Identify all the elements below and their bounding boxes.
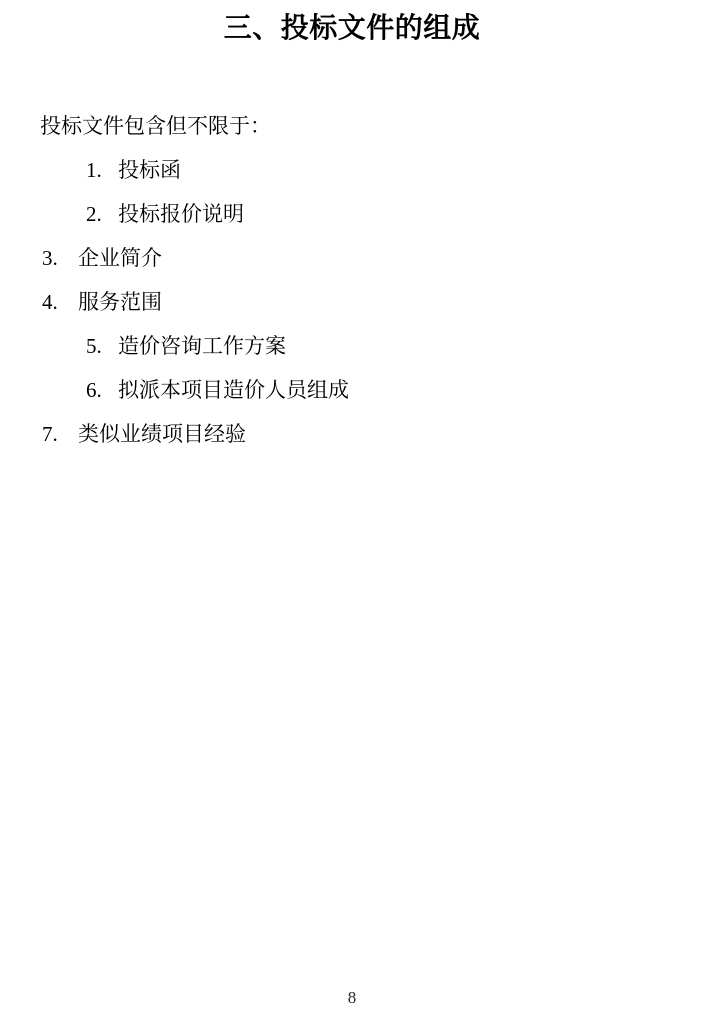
intro-paragraph: 投标文件包含但不限于： <box>40 114 271 138</box>
item-number: 2. <box>86 202 102 226</box>
item-text: 服务范围 <box>78 290 162 314</box>
document-body <box>0 104 704 456</box>
item-text: 造价咨询工作方案 <box>118 334 286 358</box>
item-number: 5. <box>86 334 102 358</box>
item-text: 投标报价说明 <box>118 202 244 226</box>
item-text: 投标函 <box>118 158 181 182</box>
list-item <box>0 324 704 368</box>
page-number: 8 <box>347 988 357 1007</box>
page-title: 三、投标文件的组成 <box>223 13 481 44</box>
item-text: 企业简介 <box>78 246 162 270</box>
item-text: 拟派本项目造价人员组成 <box>118 378 349 402</box>
list-item <box>0 412 704 456</box>
list-item <box>0 280 704 324</box>
item-number: 3. <box>42 246 58 270</box>
item-number: 7. <box>42 422 58 446</box>
list-item <box>0 192 704 236</box>
list-item <box>0 368 704 412</box>
list-item <box>0 236 704 280</box>
list-item <box>0 148 704 192</box>
item-number: 6. <box>86 378 102 402</box>
item-number: 1. <box>86 158 102 182</box>
item-text: 类似业绩项目经验 <box>78 422 246 446</box>
item-number: 4. <box>42 290 58 314</box>
